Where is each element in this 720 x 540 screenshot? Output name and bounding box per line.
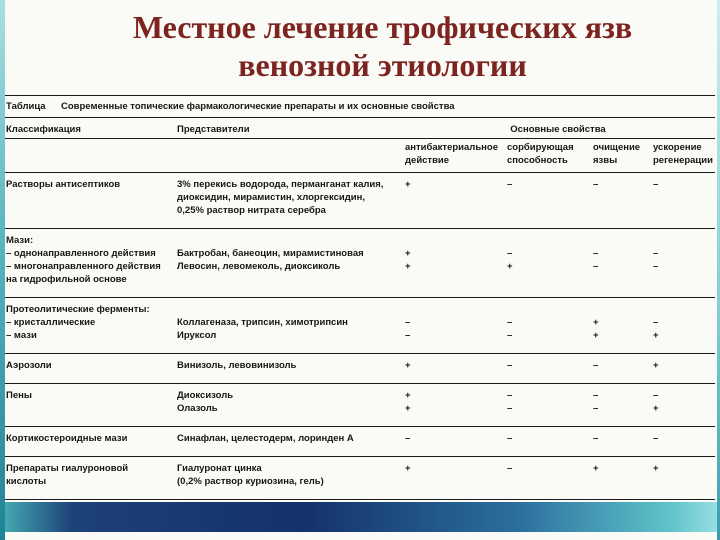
- cell-sorbing: –: [507, 433, 513, 444]
- cell-antibacterial: +: [405, 360, 411, 371]
- table-row-line: [3, 432, 715, 445]
- cell-representatives: Диоксизоль: [177, 390, 234, 401]
- header-representatives: Представители: [177, 124, 250, 135]
- cell-antibacterial: –: [405, 317, 411, 328]
- subheader-regeneration: ускорение регенерации: [653, 142, 713, 166]
- table-row: [3, 229, 715, 298]
- cell-representatives: диоксидин, мирамистин, хлоргексидин,: [177, 192, 365, 203]
- cell-cleansing: –: [593, 179, 599, 190]
- cell-cleansing: +: [593, 463, 599, 474]
- table-row-line: [3, 178, 715, 191]
- table-row-line: [3, 462, 715, 475]
- cell-antibacterial: –: [405, 330, 411, 341]
- subheader-spacer: [175, 141, 401, 167]
- table-row-line: [3, 402, 715, 415]
- cell-cleansing: +: [593, 317, 599, 328]
- cell-representatives: (0,2% раствор куриозина, гель): [177, 476, 324, 487]
- cell-regeneration: –: [653, 179, 659, 190]
- cell-representatives: Синафлан, целестодерм, лоринден А: [177, 433, 354, 444]
- cell-regeneration: [649, 191, 715, 204]
- cell-classification: – мази: [6, 330, 37, 341]
- cell-antibacterial: +: [405, 463, 411, 474]
- header-classification: Классификация: [6, 124, 81, 135]
- cell-antibacterial: [401, 303, 503, 316]
- cell-sorbing: –: [507, 403, 513, 414]
- cell-cleansing: [589, 204, 649, 217]
- cell-regeneration: [649, 475, 715, 488]
- cell-regeneration: [649, 303, 715, 316]
- cell-representatives: Левосин, левомеколь, диоксиколь: [177, 261, 341, 272]
- cell-sorbing: [503, 273, 589, 286]
- table-row-line: [3, 475, 715, 488]
- cell-antibacterial: +: [405, 261, 411, 272]
- cell-cleansing: [589, 303, 649, 316]
- table-row: [3, 427, 715, 457]
- cell-antibacterial: [401, 204, 503, 217]
- cell-sorbing: –: [507, 390, 513, 401]
- table-body: [3, 173, 715, 500]
- cell-classification: на гидрофильной основе: [6, 274, 127, 285]
- cell-sorbing: –: [507, 463, 513, 474]
- cell-classification: Препараты гиалуроновой: [6, 463, 129, 474]
- cell-cleansing: +: [593, 330, 599, 341]
- cell-classification: Кортикостероидные мази: [6, 433, 128, 444]
- table-caption: [3, 95, 715, 118]
- table-row: [3, 457, 715, 500]
- cell-cleansing: –: [593, 403, 599, 414]
- cell-antibacterial: +: [405, 403, 411, 414]
- cell-regeneration: –: [653, 390, 659, 401]
- cell-classification: Растворы антисептиков: [6, 179, 121, 190]
- cell-antibacterial: +: [405, 179, 411, 190]
- cell-classification: – многонаправленного действия: [6, 261, 161, 272]
- cell-antibacterial: [401, 273, 503, 286]
- cell-classification: – кристаллические: [6, 317, 96, 328]
- cell-representatives: 3% перекись водорода, перманганат калия,: [177, 179, 384, 190]
- subheader-cleansing: очищение язвы: [593, 142, 641, 166]
- cell-regeneration: +: [653, 330, 659, 341]
- cell-representatives: [175, 273, 401, 286]
- subheader-antibacterial: антибактериальное действие: [405, 142, 498, 166]
- cell-classification: – однонаправленного действия: [6, 248, 156, 259]
- cell-regeneration: +: [653, 403, 659, 414]
- cell-cleansing: [589, 273, 649, 286]
- title-line-1: Местное лечение трофических язв: [132, 9, 633, 45]
- cell-regeneration: +: [653, 463, 659, 474]
- table-row-line: [3, 303, 715, 316]
- table-row-line: [3, 247, 715, 260]
- cell-sorbing: [503, 191, 589, 204]
- cell-sorbing: +: [507, 261, 513, 272]
- cell-cleansing: –: [593, 360, 599, 371]
- cell-antibacterial: +: [405, 390, 411, 401]
- table-row: [3, 384, 715, 427]
- header-properties: Основные свойства: [510, 124, 606, 135]
- cell-classification: Аэрозоли: [6, 360, 52, 371]
- table-row: [3, 354, 715, 384]
- slide-title: [0, 8, 720, 84]
- cell-sorbing: –: [507, 179, 513, 190]
- cell-antibacterial: [401, 475, 503, 488]
- cell-regeneration: –: [653, 317, 659, 328]
- cell-representatives: Винизоль, левовинизоль: [177, 360, 297, 371]
- table-row-line: [3, 260, 715, 273]
- cell-representatives: [175, 234, 401, 247]
- table-row-line: [3, 389, 715, 402]
- cell-classification: кислоты: [6, 476, 47, 487]
- cell-cleansing: –: [593, 248, 599, 259]
- table-row-line: [3, 329, 715, 342]
- table-row-line: [3, 234, 715, 247]
- cell-representatives: Гиалуронат цинка: [177, 463, 262, 474]
- caption-text: Современные топические фармакологические препараты и их основные свойства: [61, 101, 455, 112]
- cell-representatives: 0,25% раствор нитрата серебра: [177, 205, 326, 216]
- cell-classification: Пены: [6, 390, 32, 401]
- subheader-sorbing: сорбирующая способность: [507, 142, 574, 166]
- cell-antibacterial: [401, 234, 503, 247]
- table-row: [3, 173, 715, 229]
- cell-regeneration: –: [653, 248, 659, 259]
- cell-sorbing: –: [507, 317, 513, 328]
- left-accent-bar: [0, 0, 5, 540]
- cell-representatives: Олазоль: [177, 403, 218, 414]
- cell-antibacterial: [401, 191, 503, 204]
- cell-regeneration: –: [653, 261, 659, 272]
- cell-sorbing: [503, 204, 589, 217]
- cell-regeneration: +: [653, 360, 659, 371]
- table-row: [3, 298, 715, 354]
- cell-classification: [3, 204, 175, 217]
- cell-classification: Протеолитические ферменты:: [6, 304, 150, 315]
- cell-classification: [3, 402, 175, 415]
- cell-classification: Мази:: [6, 235, 34, 246]
- cell-cleansing: [589, 475, 649, 488]
- cell-representatives: Бактробан, банеоцин, мирамистиновая: [177, 248, 364, 259]
- cell-classification: [3, 191, 175, 204]
- cell-regeneration: [649, 234, 715, 247]
- cell-cleansing: –: [593, 261, 599, 272]
- cell-sorbing: –: [507, 330, 513, 341]
- cell-cleansing: –: [593, 390, 599, 401]
- table-row-line: [3, 204, 715, 217]
- drug-properties-table: [3, 95, 715, 500]
- subheader-spacer: [3, 141, 175, 167]
- table-subheader-row: [3, 139, 715, 173]
- title-line-2: венозной этиологии: [238, 47, 527, 83]
- table-row-line: [3, 191, 715, 204]
- cell-cleansing: [589, 191, 649, 204]
- cell-antibacterial: +: [405, 248, 411, 259]
- cell-antibacterial: –: [405, 433, 411, 444]
- cell-sorbing: –: [507, 248, 513, 259]
- table-header-row: [3, 118, 715, 139]
- cell-cleansing: –: [593, 433, 599, 444]
- cell-representatives: Коллагеназа, трипсин, химотрипсин: [177, 317, 348, 328]
- table-row-line: [3, 273, 715, 286]
- table-row-line: [3, 359, 715, 372]
- cell-regeneration: [649, 204, 715, 217]
- cell-sorbing: [503, 475, 589, 488]
- table-row-line: [3, 316, 715, 329]
- cell-sorbing: –: [507, 360, 513, 371]
- bottom-accent-band: [0, 502, 720, 532]
- cell-sorbing: [503, 234, 589, 247]
- cell-representatives: [175, 303, 401, 316]
- caption-label: Таблица: [6, 101, 46, 112]
- cell-regeneration: [649, 273, 715, 286]
- cell-cleansing: [589, 234, 649, 247]
- cell-regeneration: –: [653, 433, 659, 444]
- cell-representatives: Ируксол: [177, 330, 217, 341]
- cell-sorbing: [503, 303, 589, 316]
